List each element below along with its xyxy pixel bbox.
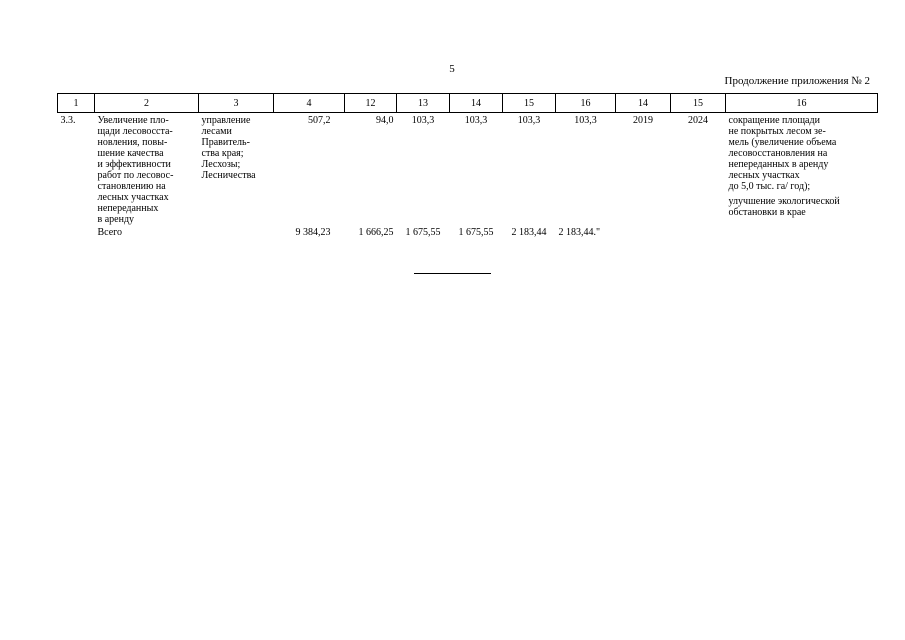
activity-name-line: новления, повы- bbox=[97, 137, 168, 148]
empty-cell bbox=[58, 225, 95, 238]
header-cell: 2 bbox=[95, 94, 199, 113]
empty-cell bbox=[726, 225, 878, 238]
total-label: Всего bbox=[97, 227, 123, 238]
result-line: не покрытых лесом зе- bbox=[728, 126, 826, 137]
activity-name-line: работ по лесовос- bbox=[97, 170, 174, 181]
total-col4: 9 384,23 bbox=[295, 227, 331, 238]
executor bbox=[199, 113, 274, 226]
result-line: обстановки в крае bbox=[728, 207, 806, 218]
value-col4: 507,2 bbox=[308, 115, 331, 126]
activity-name-line: шение качества bbox=[97, 148, 164, 159]
value-col13: 103,3 bbox=[411, 115, 435, 126]
total-col16: 2 183,44." bbox=[558, 227, 601, 238]
activity-name-line: в аренду bbox=[97, 214, 135, 225]
page-number: 5 bbox=[449, 63, 455, 75]
header-cell: 1 bbox=[58, 94, 95, 113]
appendix-table bbox=[57, 93, 878, 238]
executor-line: управление bbox=[201, 115, 251, 126]
result-line: лесовосстановления на bbox=[728, 148, 828, 159]
header-cell: 16 bbox=[556, 94, 616, 113]
value-col15: 103,3 bbox=[517, 115, 541, 126]
end-separator-line bbox=[414, 273, 491, 274]
executor-line: Лесхозы; bbox=[201, 159, 241, 170]
year-start: 2019 bbox=[633, 115, 653, 126]
executor-line: Правитель- bbox=[201, 137, 250, 148]
continuation-label: Продолжение приложения № 2 bbox=[724, 75, 870, 87]
total-col13: 1 675,55 bbox=[405, 227, 441, 238]
row-number: 3.3. bbox=[60, 115, 76, 126]
activity-name-line: становлению на bbox=[97, 181, 166, 192]
result-line: лесных участках bbox=[728, 170, 800, 181]
table-row bbox=[58, 113, 878, 226]
total-col12: 1 666,25 bbox=[358, 227, 394, 238]
total-col14: 1 675,55 bbox=[458, 227, 494, 238]
value-col16: 103,3 bbox=[574, 115, 597, 126]
header-cell: 3 bbox=[199, 94, 274, 113]
result-line: сокращение площади bbox=[728, 115, 820, 126]
activity-name-line: и эффективности bbox=[97, 159, 171, 170]
activity-name-line: лесных участках bbox=[97, 192, 169, 203]
header-row bbox=[58, 94, 878, 113]
empty-cell bbox=[616, 225, 671, 238]
executor-line: лесами bbox=[201, 126, 232, 137]
empty-cell bbox=[199, 225, 274, 238]
activity-name bbox=[95, 113, 199, 226]
empty-cell bbox=[671, 225, 726, 238]
result-line: мель (увеличение объема bbox=[728, 137, 837, 148]
activity-name-line: щади лесовосста- bbox=[97, 126, 173, 137]
header-cell: 14 bbox=[450, 94, 503, 113]
header-cell: 15 bbox=[503, 94, 556, 113]
header-cell: 4 bbox=[274, 94, 345, 113]
header-cell: 13 bbox=[397, 94, 450, 113]
executor-line: ства края; bbox=[201, 148, 244, 159]
header-cell: 16 bbox=[726, 94, 878, 113]
year-end: 2024 bbox=[688, 115, 708, 126]
value-col12: 94,0 bbox=[376, 115, 394, 126]
header-cell: 15 bbox=[671, 94, 726, 113]
result-line: непереданных в аренду bbox=[728, 159, 829, 170]
activity-name-line: Увеличение пло- bbox=[97, 115, 169, 126]
result-line: до 5,0 тыс. га/ год); bbox=[728, 181, 811, 192]
total-row bbox=[58, 225, 878, 238]
header-cell: 12 bbox=[345, 94, 397, 113]
result-line: улучшение экологической bbox=[728, 196, 840, 207]
value-col14: 103,3 bbox=[464, 115, 488, 126]
activity-name-line: непереданных bbox=[97, 203, 159, 214]
expected-result bbox=[726, 113, 878, 226]
total-col15: 2 183,44 bbox=[511, 227, 547, 238]
executor-line: Лесничества bbox=[201, 170, 256, 181]
header-cell: 14 bbox=[616, 94, 671, 113]
